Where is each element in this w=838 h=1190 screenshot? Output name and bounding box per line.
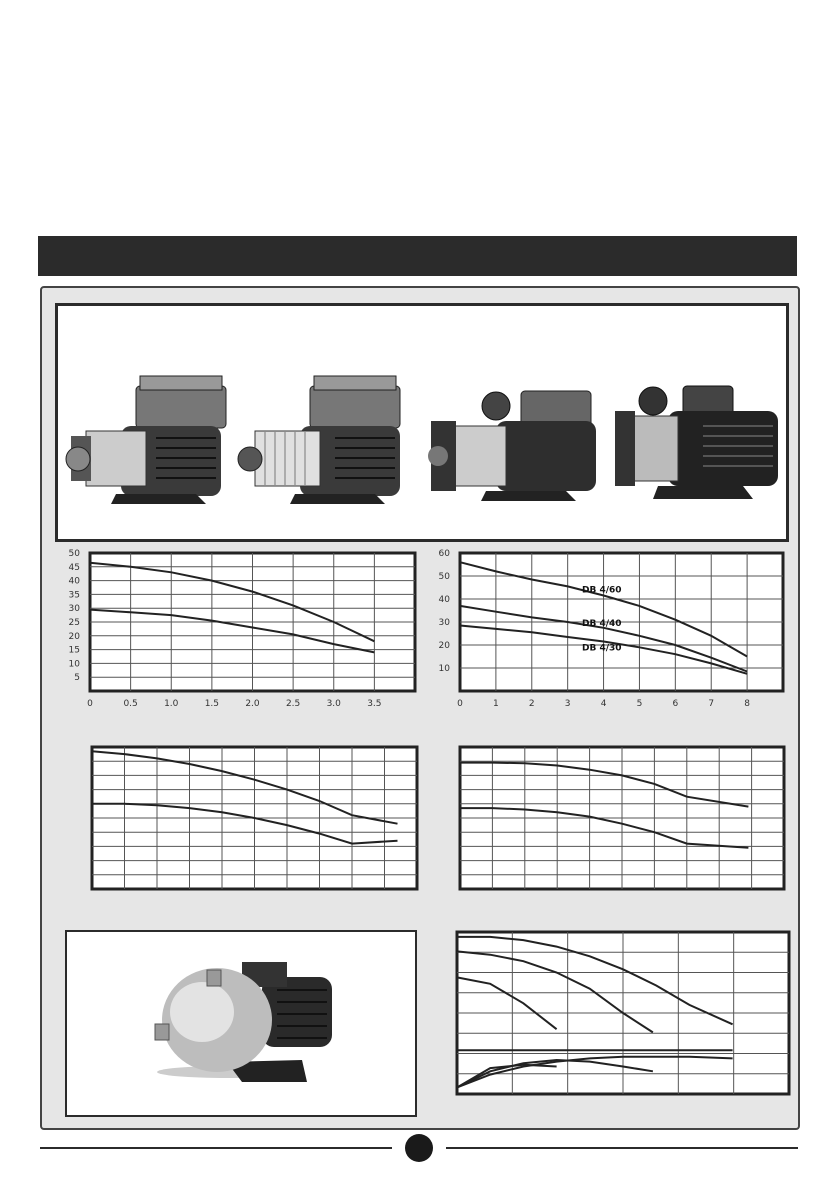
x-tick-label: 0.5 bbox=[123, 699, 138, 709]
pump-photos bbox=[58, 306, 786, 539]
x-tick-label: 8 bbox=[744, 699, 750, 709]
chart-1 bbox=[52, 545, 422, 710]
chart-2 bbox=[425, 545, 790, 710]
x-tick-label: 7 bbox=[708, 699, 715, 709]
x-tick-label: 1.5 bbox=[204, 699, 220, 709]
pump-photo-4 bbox=[615, 386, 778, 499]
footer-line-left bbox=[40, 1147, 392, 1149]
y-tick-label: 15 bbox=[68, 645, 80, 656]
y-tick-label: 25 bbox=[68, 618, 80, 628]
pump-photo-2 bbox=[238, 376, 400, 504]
y-tick-label: 20 bbox=[438, 641, 450, 651]
x-tick-label: 2.5 bbox=[285, 699, 301, 709]
pump-photo-3 bbox=[428, 391, 596, 501]
y-tick-label: 50 bbox=[438, 572, 450, 582]
series-label: DB 4/30 bbox=[582, 643, 622, 654]
series-label: DB 4/40 bbox=[582, 618, 622, 629]
x-tick-label: 3.5 bbox=[367, 699, 382, 709]
x-tick-label: 1.0 bbox=[164, 699, 179, 709]
pump-photo-box bbox=[55, 303, 789, 542]
y-tick-label: 5 bbox=[74, 673, 80, 684]
y-tick-label: 10 bbox=[68, 659, 80, 670]
chart-3 bbox=[90, 745, 420, 893]
footer-line-right bbox=[446, 1147, 798, 1149]
x-tick-label: 3 bbox=[564, 699, 571, 709]
page-marker bbox=[405, 1134, 433, 1162]
pump-photo-1 bbox=[66, 376, 226, 504]
x-tick-label: 0 bbox=[87, 699, 93, 709]
y-tick-label: 10 bbox=[438, 664, 450, 674]
x-tick-label: 4 bbox=[600, 699, 607, 709]
y-tick-label: 40 bbox=[68, 576, 80, 587]
chart-5 bbox=[455, 930, 793, 1098]
chart-4 bbox=[458, 745, 788, 893]
y-tick-label: 30 bbox=[438, 618, 450, 628]
x-tick-label: 3.0 bbox=[326, 699, 341, 709]
y-tick-label: 50 bbox=[68, 549, 80, 559]
x-tick-label: 5 bbox=[636, 699, 643, 709]
stainless-pump-photo bbox=[65, 930, 417, 1117]
y-tick-label: 20 bbox=[68, 631, 80, 642]
x-tick-label: 0 bbox=[457, 699, 463, 709]
x-tick-label: 2.0 bbox=[245, 699, 260, 709]
x-tick-label: 2 bbox=[528, 699, 535, 709]
x-tick-label: 6 bbox=[672, 699, 679, 709]
series-label: DB 4/60 bbox=[582, 585, 622, 596]
header-bar bbox=[38, 236, 797, 276]
y-tick-label: 40 bbox=[438, 595, 450, 605]
y-tick-label: 45 bbox=[68, 562, 80, 573]
x-tick-label: 1 bbox=[493, 699, 499, 709]
y-tick-label: 35 bbox=[68, 590, 80, 601]
y-tick-label: 30 bbox=[68, 604, 80, 615]
y-tick-label: 60 bbox=[438, 549, 450, 559]
stainless-steel-pump-icon bbox=[67, 932, 415, 1115]
